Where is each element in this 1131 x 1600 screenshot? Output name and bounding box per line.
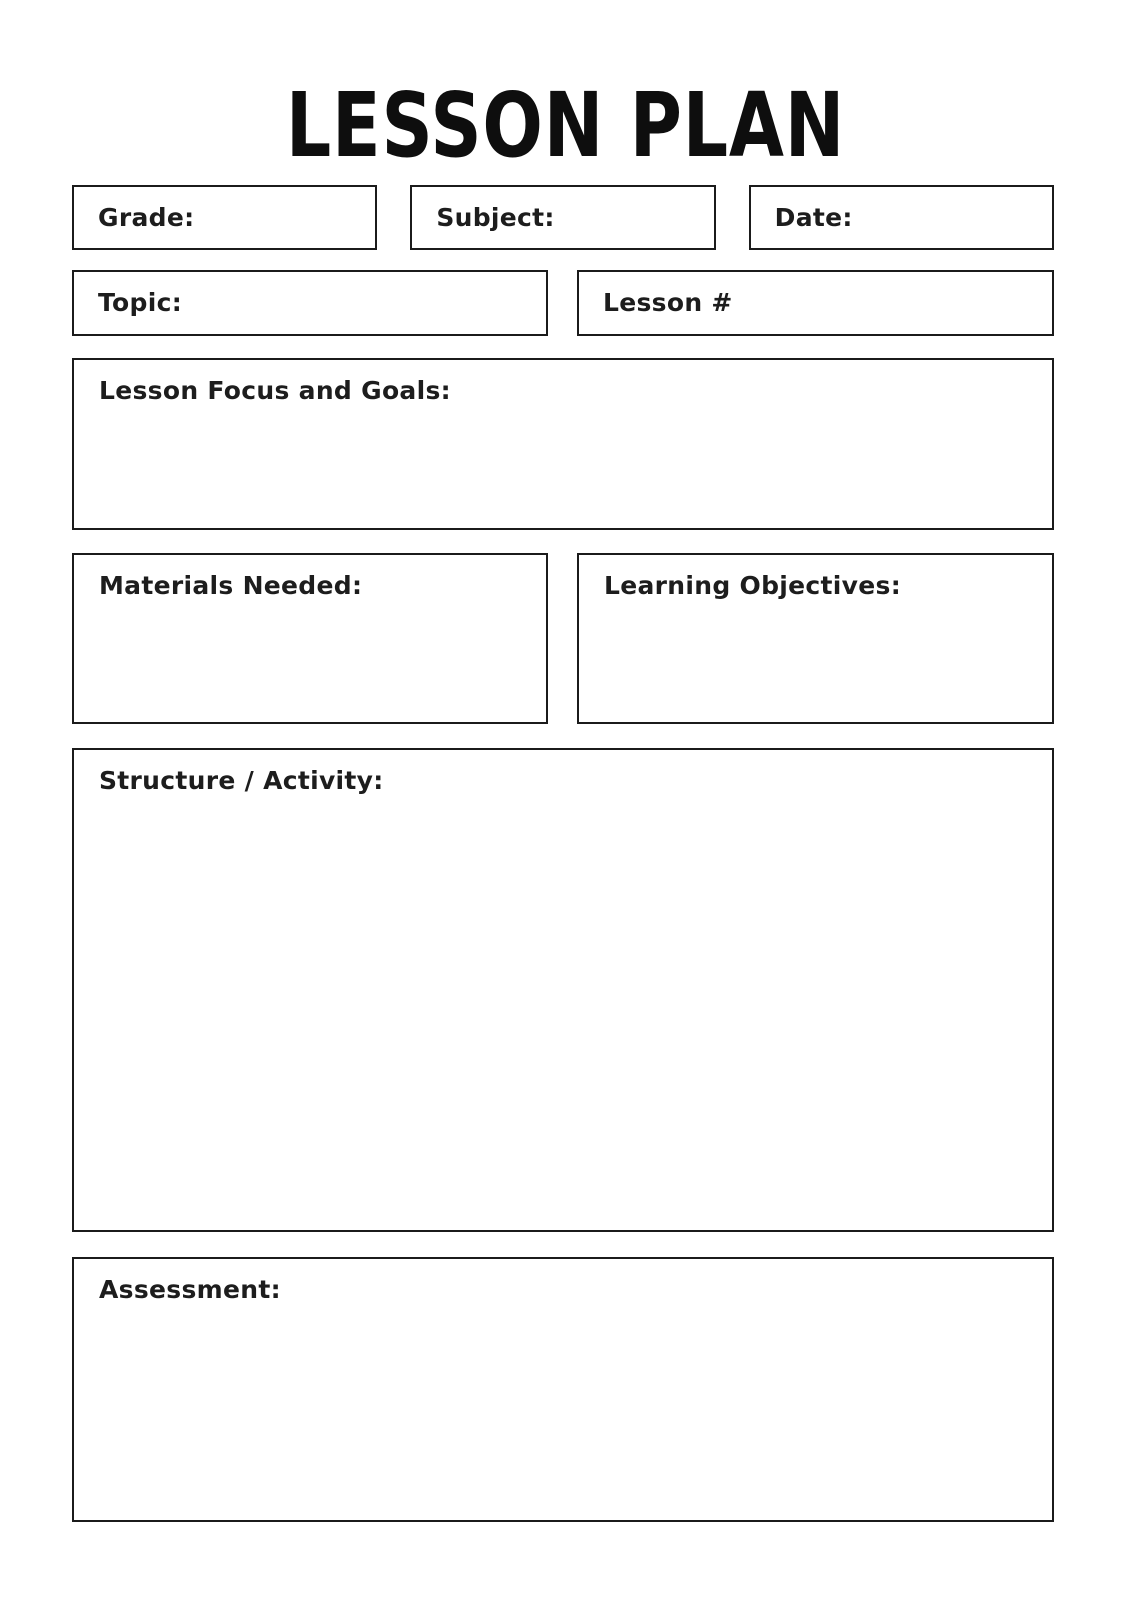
lesson-number-label: Lesson # (603, 288, 733, 317)
grade-label: Grade: (98, 202, 195, 232)
materials-field[interactable] (72, 553, 548, 724)
topic-label: Topic: (98, 288, 182, 317)
date-field[interactable] (749, 185, 1054, 250)
objectives-field[interactable] (577, 553, 1054, 724)
form-content (72, 185, 1054, 1522)
row-topic-lesson (72, 270, 1054, 336)
row-materials-objectives (72, 553, 1054, 724)
date-label: Date: (774, 202, 853, 232)
focus-goals-label: Lesson Focus and Goals: (99, 376, 451, 405)
structure-activity-label: Structure / Activity: (99, 766, 384, 795)
lesson-number-field[interactable] (577, 270, 1054, 336)
materials-label: Materials Needed: (99, 571, 363, 600)
subject-field[interactable] (410, 185, 715, 250)
row-grade-subject-date (72, 185, 1054, 250)
grade-field[interactable] (72, 185, 377, 250)
assessment-field[interactable] (72, 1257, 1054, 1522)
assessment-label: Assessment: (99, 1275, 281, 1304)
topic-field[interactable] (72, 270, 548, 336)
page-title: LESSON PLAN (285, 73, 846, 177)
subject-label: Subject: (436, 202, 555, 232)
objectives-label: Learning Objectives: (604, 571, 901, 600)
structure-activity-field[interactable] (72, 748, 1054, 1232)
focus-goals-field[interactable] (72, 358, 1054, 530)
